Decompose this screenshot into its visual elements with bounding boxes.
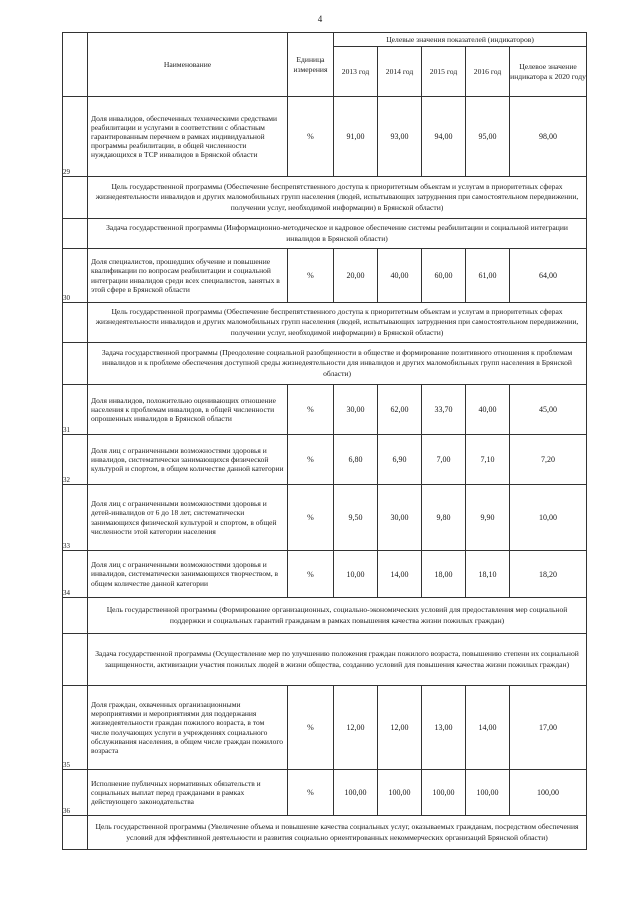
row-number-cell — [63, 770, 88, 816]
section-row — [63, 598, 587, 634]
value-2015: 9,80 — [422, 485, 466, 551]
header-year-2016: 2016 год — [466, 47, 510, 97]
value-2014: 12,00 — [378, 686, 422, 770]
row-number: 30 — [63, 294, 70, 302]
indicator-name: Исполнение публичных нормативных обязательств и социальных выплат перед гражданами в рамках действующего законодательства — [88, 770, 288, 816]
row-number-cell — [63, 686, 88, 770]
section-row — [63, 219, 587, 249]
value-2020: 7,20 — [510, 435, 587, 485]
unit-cell: % — [288, 686, 334, 770]
value-2015: 100,00 — [422, 770, 466, 816]
indicators-table — [62, 32, 587, 850]
header-year-2015: 2015 год — [422, 47, 466, 97]
indicator-name: Доля инвалидов, положительно оценивающих отношение населения к проблемам инвалидов, в общей численности опрошенных инвалидов в Брянской области — [88, 385, 288, 435]
unit-cell: % — [288, 770, 334, 816]
section-task: Задача государственной программы (Информационно-методическое и кадровое обеспечение системы реабилитации и социальной интеграции инвалидов в Брянской области) — [88, 219, 587, 249]
section-num-cell — [63, 303, 88, 343]
value-2020: 64,00 — [510, 249, 587, 303]
section-num-cell — [63, 634, 88, 686]
row-number: 35 — [63, 761, 70, 769]
header-target-2020: Целевое значение индикатора к 2020 году — [510, 47, 587, 97]
row-number: 32 — [63, 476, 70, 484]
section-num-cell — [63, 816, 88, 850]
page-number: 4 — [317, 14, 323, 24]
indicator-name: Доля лиц с ограниченными возможностями здоровья и детей-инвалидов от 6 до 18 лет, систематически занимающихся физической культурой и спортом, в общей численности этой категории населения — [88, 485, 288, 551]
header-year-2013: 2013 год — [334, 47, 378, 97]
value-2015: 60,00 — [422, 249, 466, 303]
value-2014: 6,90 — [378, 435, 422, 485]
table-row — [63, 97, 587, 177]
section-goal: Цель государственной программы (Увеличение объема и повышение качества социальных услуг, оказываемых гражданам, посредством обеспечения условий для эффективной деятельности и развития социально ориентированных некоммерческих организаций Брянской области) — [88, 816, 587, 850]
value-2015: 7,00 — [422, 435, 466, 485]
table-row — [63, 485, 587, 551]
value-2016: 100,00 — [466, 770, 510, 816]
value-2014: 100,00 — [378, 770, 422, 816]
unit-cell: % — [288, 97, 334, 177]
value-2014: 40,00 — [378, 249, 422, 303]
value-2015: 94,00 — [422, 97, 466, 177]
value-2013: 12,00 — [334, 686, 378, 770]
value-2016: 9,90 — [466, 485, 510, 551]
section-goal: Цель государственной программы (Обеспечение беспрепятственного доступа к приоритетным объектам и услугам в приоритетных сферах жизнедеятельности инвалидов и других маломобильных групп населения (людей, испытывающих затруднения при самостоятельном передвижении, получении услуг, необходимой информации) в Брянской области) — [88, 177, 587, 219]
indicator-name: Доля специалистов, прошедших обучение и повышение квалификации по вопросам реабилитации и социальной интеграции инвалидов среди всех специалистов, занятых в этой сфере в Брянской области — [88, 249, 288, 303]
row-number-cell — [63, 485, 88, 551]
section-row — [63, 634, 587, 686]
row-number-cell — [63, 551, 88, 598]
indicator-name: Доля лиц с ограниченными возможностями здоровья и инвалидов, систематически занимающихся творчеством, в общем количестве данной категории — [88, 551, 288, 598]
value-2015: 18,00 — [422, 551, 466, 598]
value-2013: 10,00 — [334, 551, 378, 598]
table-row — [63, 551, 587, 598]
section-goal: Цель государственной программы (Формирование организационных, социально-экономических условий для предоставления мер социальной поддержки и социальных гарантий гражданам в рамках повышения качества жизни пожилых граждан) — [88, 598, 587, 634]
header-unit: Единица измерения — [288, 33, 334, 97]
value-2020: 98,00 — [510, 97, 587, 177]
section-row — [63, 343, 587, 385]
value-2016: 18,10 — [466, 551, 510, 598]
header-year-2014: 2014 год — [378, 47, 422, 97]
header-target-values: Целевые значения показателей (индикаторов) — [334, 33, 587, 47]
value-2016: 14,00 — [466, 686, 510, 770]
section-num-cell — [63, 177, 88, 219]
value-2016: 7,10 — [466, 435, 510, 485]
section-task: Задача государственной программы (Осуществление мер по улучшению положения граждан пожилого возраста, повышению степени их социальной защищенности, активизации участия пожилых людей в жизни общества, созданию условий для повышения качества жизни пожилых граждан) — [88, 634, 587, 686]
row-number: 36 — [63, 807, 70, 815]
value-2013: 100,00 — [334, 770, 378, 816]
table-row — [63, 686, 587, 770]
header-num-cell — [63, 33, 88, 97]
table-row — [63, 249, 587, 303]
value-2013: 6,80 — [334, 435, 378, 485]
value-2015: 13,00 — [422, 686, 466, 770]
header-name: Наименование — [88, 33, 288, 97]
section-row — [63, 177, 587, 219]
unit-cell: % — [288, 485, 334, 551]
row-number: 34 — [63, 589, 70, 597]
row-number: 31 — [63, 426, 70, 434]
section-row — [63, 816, 587, 850]
value-2015: 33,70 — [422, 385, 466, 435]
unit-cell: % — [288, 249, 334, 303]
row-number-cell — [63, 249, 88, 303]
table-row — [63, 435, 587, 485]
value-2020: 10,00 — [510, 485, 587, 551]
value-2014: 62,00 — [378, 385, 422, 435]
indicator-name: Доля инвалидов, обеспеченных техническими средствами реабилитации и услугами в соответствии с областным гарантированным перечнем в рамках индивидуальной программы реабилитации, в общей численности нуждающихся в ТСР инвалидов в Брянской области — [88, 97, 288, 177]
value-2014: 93,00 — [378, 97, 422, 177]
value-2013: 91,00 — [334, 97, 378, 177]
indicator-name: Доля лиц с ограниченными возможностями здоровья и инвалидов, систематически занимающихся физической культурой и спортом, в общем количестве данной категории — [88, 435, 288, 485]
value-2016: 61,00 — [466, 249, 510, 303]
section-task: Задача государственной программы (Преодоление социальной разобщенности в обществе и формирование позитивного отношения к проблемам инвалидов и к проблеме обеспечения доступной среды жизнедеятельности для инвалидов и других маломобильных групп населения в Брянской области) — [88, 343, 587, 385]
value-2013: 9,50 — [334, 485, 378, 551]
table-row — [63, 385, 587, 435]
value-2020: 18,20 — [510, 551, 587, 598]
value-2013: 30,00 — [334, 385, 378, 435]
value-2014: 30,00 — [378, 485, 422, 551]
row-number: 29 — [63, 168, 70, 176]
section-num-cell — [63, 219, 88, 249]
row-number: 33 — [63, 542, 70, 550]
unit-cell: % — [288, 551, 334, 598]
table-row — [63, 770, 587, 816]
row-number-cell — [63, 97, 88, 177]
section-num-cell — [63, 598, 88, 634]
value-2020: 100,00 — [510, 770, 587, 816]
section-num-cell — [63, 343, 88, 385]
indicator-name: Доля граждан, охваченных организационными мероприятиями и мероприятиями для поддержания жизнедеятельности граждан пожилого возраста, в том числе получающих услуги в учреждениях социального обслуживания населения, в общем числе граждан пожилого возраста — [88, 686, 288, 770]
row-number-cell — [63, 385, 88, 435]
row-number-cell — [63, 435, 88, 485]
unit-cell: % — [288, 385, 334, 435]
value-2020: 17,00 — [510, 686, 587, 770]
value-2020: 45,00 — [510, 385, 587, 435]
section-row — [63, 303, 587, 343]
unit-cell: % — [288, 435, 334, 485]
section-goal: Цель государственной программы (Обеспечение беспрепятственного доступа к приоритетным объектам и услугам в приоритетных сферах жизнедеятельности инвалидов и других маломобильных групп населения (людей, испытывающих затруднения при самостоятельном передвижении, получении услуг, необходимой информации) в Брянской области) — [88, 303, 587, 343]
value-2013: 20,00 — [334, 249, 378, 303]
value-2016: 40,00 — [466, 385, 510, 435]
value-2016: 95,00 — [466, 97, 510, 177]
value-2014: 14,00 — [378, 551, 422, 598]
